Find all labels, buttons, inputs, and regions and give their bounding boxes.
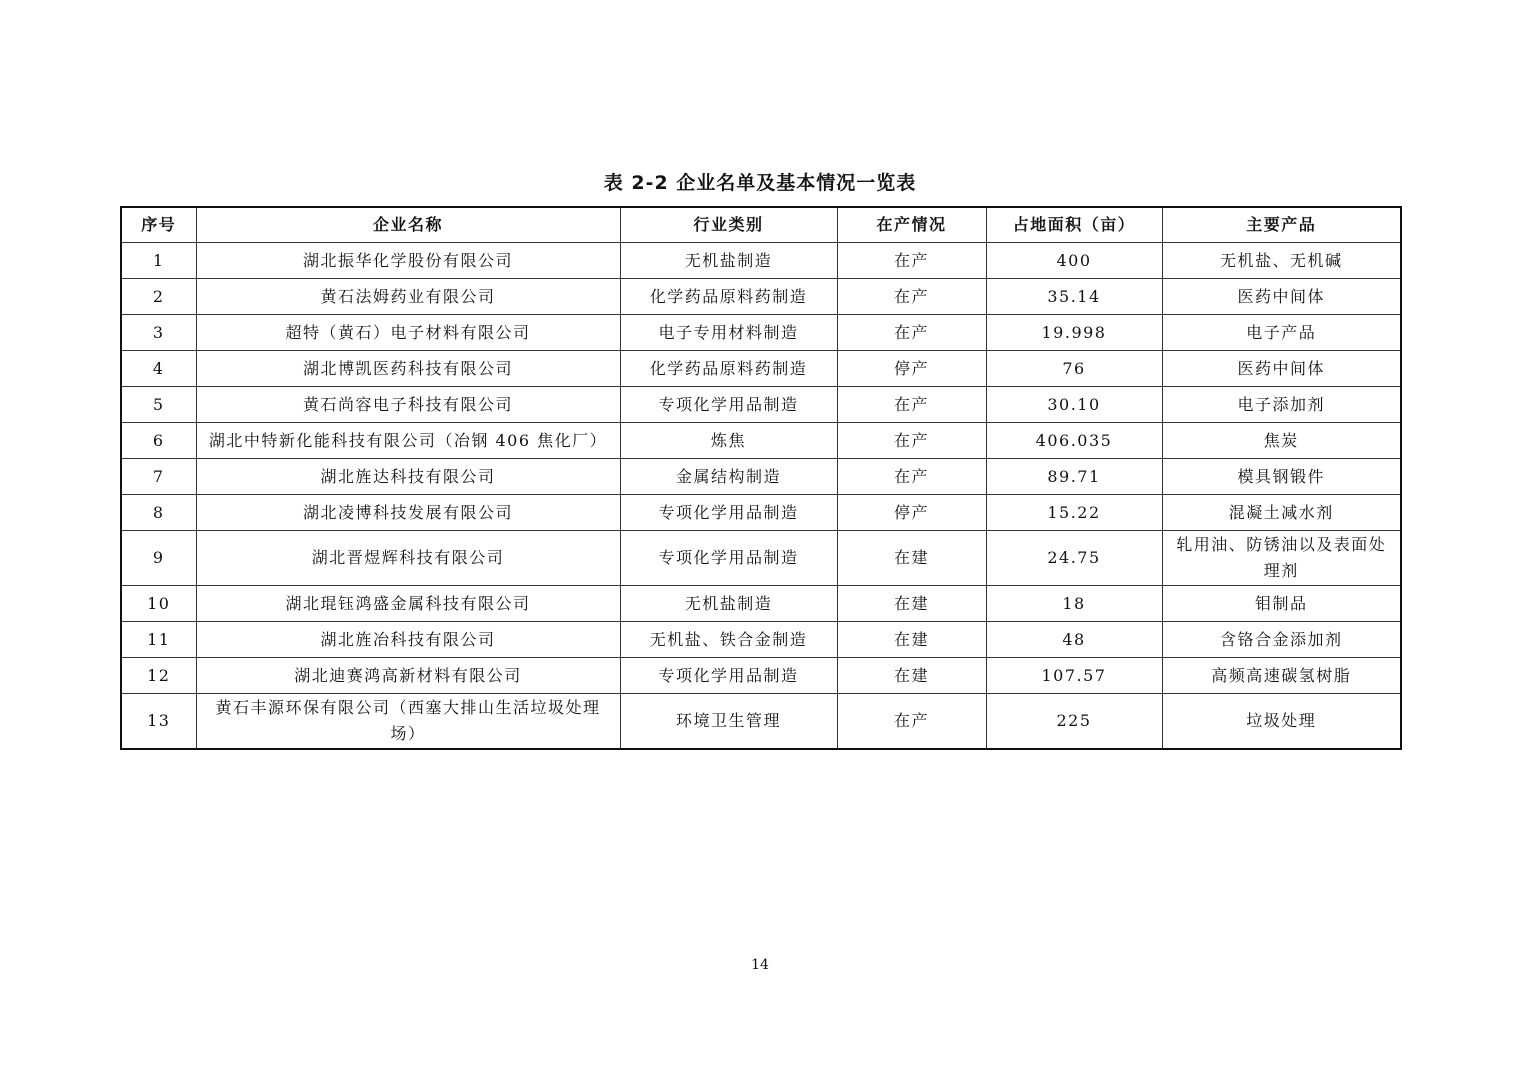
cell-products: 钼制品 xyxy=(1162,586,1401,622)
cell-status: 在产 xyxy=(837,279,986,315)
table-row xyxy=(121,459,1401,495)
table-row xyxy=(121,423,1401,459)
cell-status: 在产 xyxy=(837,387,986,423)
cell-area: 19.998 xyxy=(986,315,1162,351)
cell-index: 12 xyxy=(121,658,196,694)
cell-status: 在产 xyxy=(837,315,986,351)
cell-company: 湖北中特新化能科技有限公司（冶钢 406 焦化厂） xyxy=(196,423,620,459)
cell-status: 在建 xyxy=(837,586,986,622)
cell-index: 1 xyxy=(121,243,196,279)
cell-products: 医药中间体 xyxy=(1162,279,1401,315)
header-row xyxy=(121,207,1401,243)
cell-area: 15.22 xyxy=(986,495,1162,531)
cell-area: 76 xyxy=(986,351,1162,387)
header-industry: 行业类别 xyxy=(620,207,837,243)
table-row xyxy=(121,622,1401,658)
cell-industry: 专项化学用品制造 xyxy=(620,658,837,694)
table-row xyxy=(121,315,1401,351)
cell-company: 黄石法姆药业有限公司 xyxy=(196,279,620,315)
cell-industry: 专项化学用品制造 xyxy=(620,531,837,586)
header-index: 序号 xyxy=(121,207,196,243)
table-row xyxy=(121,586,1401,622)
cell-area: 225 xyxy=(986,694,1162,750)
cell-index: 5 xyxy=(121,387,196,423)
cell-index: 11 xyxy=(121,622,196,658)
cell-area: 48 xyxy=(986,622,1162,658)
cell-status: 在建 xyxy=(837,531,986,586)
cell-index: 7 xyxy=(121,459,196,495)
cell-area: 406.035 xyxy=(986,423,1162,459)
cell-products: 含铬合金添加剂 xyxy=(1162,622,1401,658)
cell-company: 湖北振华化学股份有限公司 xyxy=(196,243,620,279)
table-row xyxy=(121,658,1401,694)
table-row xyxy=(121,351,1401,387)
cell-index: 9 xyxy=(121,531,196,586)
cell-area: 24.75 xyxy=(986,531,1162,586)
cell-index: 10 xyxy=(121,586,196,622)
cell-products: 高频高速碳氢树脂 xyxy=(1162,658,1401,694)
table-row xyxy=(121,531,1401,586)
cell-status: 在建 xyxy=(837,622,986,658)
table-row xyxy=(121,495,1401,531)
table-row xyxy=(121,243,1401,279)
cell-industry: 专项化学用品制造 xyxy=(620,495,837,531)
cell-company: 湖北琨钰鸿盛金属科技有限公司 xyxy=(196,586,620,622)
cell-company: 湖北晋煜辉科技有限公司 xyxy=(196,531,620,586)
cell-company: 湖北旌冶科技有限公司 xyxy=(196,622,620,658)
cell-products: 轧用油、防锈油以及表面处理剂 xyxy=(1162,531,1401,586)
cell-status: 在产 xyxy=(837,459,986,495)
cell-area: 35.14 xyxy=(986,279,1162,315)
page-number: 14 xyxy=(751,957,769,973)
header-company: 企业名称 xyxy=(196,207,620,243)
cell-industry: 化学药品原料药制造 xyxy=(620,351,837,387)
cell-products: 医药中间体 xyxy=(1162,351,1401,387)
cell-status: 在产 xyxy=(837,243,986,279)
header-products: 主要产品 xyxy=(1162,207,1401,243)
cell-company: 超特（黄石）电子材料有限公司 xyxy=(196,315,620,351)
cell-company: 黄石尚容电子科技有限公司 xyxy=(196,387,620,423)
cell-index: 4 xyxy=(121,351,196,387)
header-area: 占地面积（亩） xyxy=(986,207,1162,243)
header-status: 在产情况 xyxy=(837,207,986,243)
cell-products: 焦炭 xyxy=(1162,423,1401,459)
cell-industry: 无机盐制造 xyxy=(620,586,837,622)
cell-area: 30.10 xyxy=(986,387,1162,423)
cell-products: 电子添加剂 xyxy=(1162,387,1401,423)
cell-index: 8 xyxy=(121,495,196,531)
cell-industry: 化学药品原料药制造 xyxy=(620,279,837,315)
cell-index: 2 xyxy=(121,279,196,315)
cell-index: 6 xyxy=(121,423,196,459)
cell-products: 垃圾处理 xyxy=(1162,694,1401,750)
cell-area: 400 xyxy=(986,243,1162,279)
cell-company: 湖北博凯医药科技有限公司 xyxy=(196,351,620,387)
cell-company: 湖北凌博科技发展有限公司 xyxy=(196,495,620,531)
cell-index: 3 xyxy=(121,315,196,351)
cell-industry: 无机盐、铁合金制造 xyxy=(620,622,837,658)
cell-status: 在产 xyxy=(837,423,986,459)
enterprise-table xyxy=(120,206,1402,750)
table-row xyxy=(121,694,1401,750)
table-row xyxy=(121,387,1401,423)
cell-products: 模具钢锻件 xyxy=(1162,459,1401,495)
cell-industry: 无机盐制造 xyxy=(620,243,837,279)
cell-industry: 专项化学用品制造 xyxy=(620,387,837,423)
cell-area: 89.71 xyxy=(986,459,1162,495)
cell-status: 在建 xyxy=(837,658,986,694)
cell-industry: 炼焦 xyxy=(620,423,837,459)
cell-status: 停产 xyxy=(837,351,986,387)
cell-industry: 电子专用材料制造 xyxy=(620,315,837,351)
cell-status: 停产 xyxy=(837,495,986,531)
cell-index: 13 xyxy=(121,694,196,750)
cell-status: 在产 xyxy=(837,694,986,750)
cell-company: 黄石丰源环保有限公司（西塞大排山生活垃圾处理场） xyxy=(196,694,620,750)
table-row xyxy=(121,279,1401,315)
cell-products: 混凝土减水剂 xyxy=(1162,495,1401,531)
cell-industry: 金属结构制造 xyxy=(620,459,837,495)
cell-area: 18 xyxy=(986,586,1162,622)
cell-area: 107.57 xyxy=(986,658,1162,694)
table-title: 表 2-2 企业名单及基本情况一览表 xyxy=(603,172,917,194)
cell-products: 无机盐、无机碱 xyxy=(1162,243,1401,279)
cell-industry: 环境卫生管理 xyxy=(620,694,837,750)
cell-company: 湖北旌达科技有限公司 xyxy=(196,459,620,495)
cell-company: 湖北迪赛鸿高新材料有限公司 xyxy=(196,658,620,694)
cell-products: 电子产品 xyxy=(1162,315,1401,351)
